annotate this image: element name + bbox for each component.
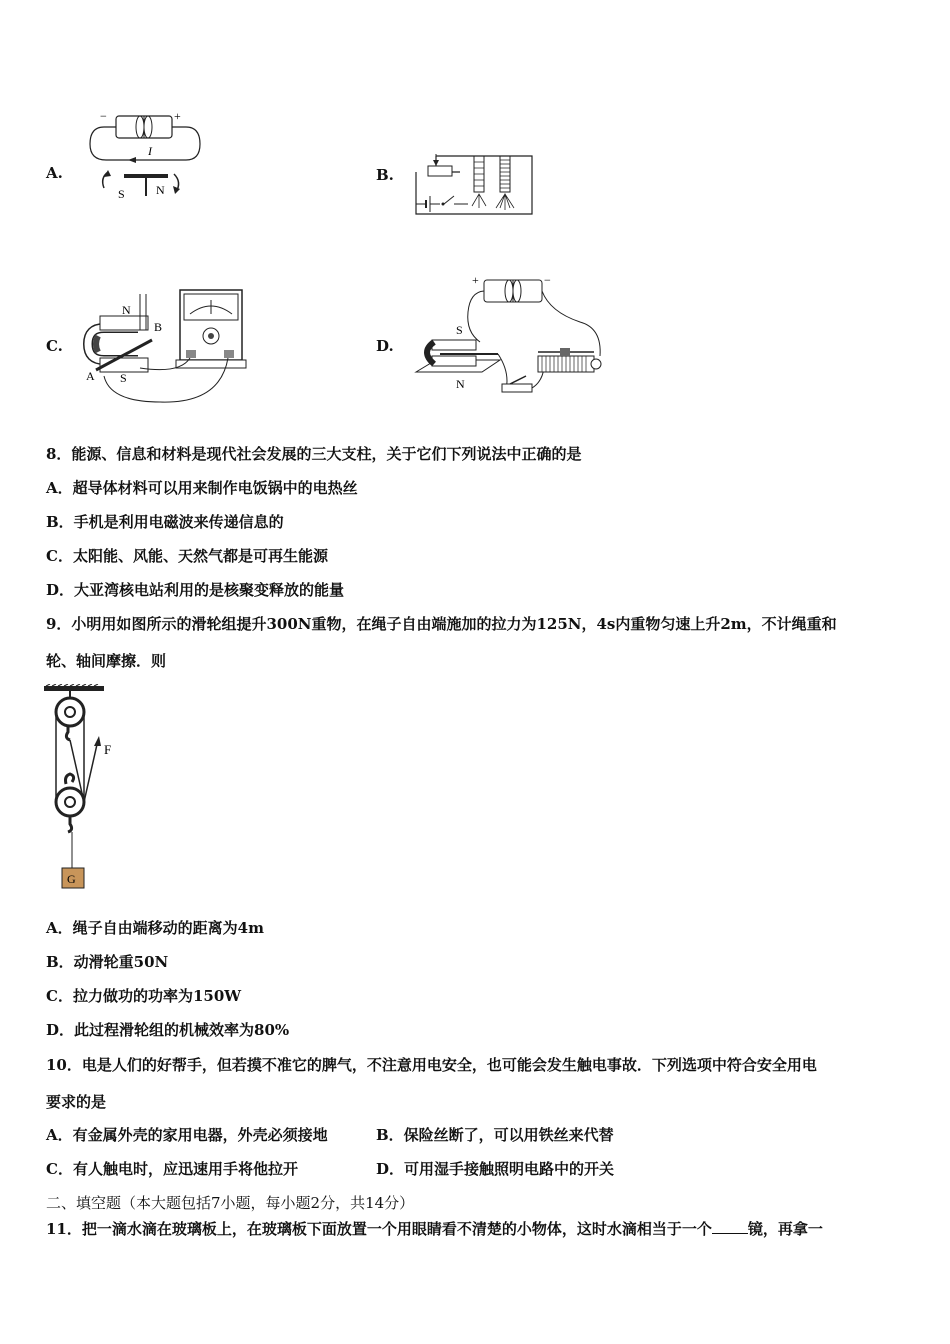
q8-option-c[interactable]: C．太阳能、风能、天然气都是可再生能源 bbox=[46, 547, 328, 565]
q9-option-b[interactable]: B．动滑轮重50N bbox=[46, 953, 169, 971]
fig-c-n-text: N bbox=[122, 303, 131, 317]
fig-d-minus-text: − bbox=[544, 273, 551, 287]
q8-option-b[interactable]: B．手机是利用电磁波来传递信息的 bbox=[46, 513, 284, 531]
q7-option-b-label[interactable]: B. bbox=[376, 166, 394, 184]
q7-figure-c bbox=[80, 284, 260, 410]
q7-option-a-label[interactable]: A. bbox=[46, 164, 63, 182]
fig-c-s-text: S bbox=[120, 371, 127, 385]
q7-option-d-label[interactable]: D. bbox=[376, 337, 394, 355]
q9-weight-label: G bbox=[67, 872, 76, 886]
fig-a-s-text: S bbox=[118, 187, 125, 201]
q10-option-d[interactable]: D．可用湿手接触照明电路中的开关 bbox=[376, 1160, 615, 1178]
q9-stem-line1: 9．小明用如图所示的滑轮组提升300N重物，在绳子自由端施加的拉力为125N，4s内重物匀速上升2m，不计绳重和 bbox=[46, 615, 837, 633]
section2-heading: 二、填空题（本大题包括7小题，每小题2分，共14分） bbox=[46, 1194, 415, 1212]
q7-figure-a bbox=[86, 108, 206, 208]
fig-a-plus-text: + bbox=[174, 109, 181, 123]
fig-a-current-text: I bbox=[148, 144, 152, 158]
q8-stem: 8．能源、信息和材料是现代社会发展的三大支柱，关于它们下列说法中正确的是 bbox=[46, 445, 582, 463]
q10-option-c[interactable]: C．有人触电时，应迅速用手将他拉开 bbox=[46, 1160, 298, 1178]
q7-option-c-label[interactable]: C. bbox=[46, 337, 63, 355]
fig-a-n-text: N bbox=[156, 183, 165, 197]
q9-pulley-figure bbox=[40, 684, 130, 894]
q9-option-c[interactable]: C．拉力做功的功率为150W bbox=[46, 987, 242, 1005]
q9-option-d[interactable]: D．此过程滑轮组的机械效率为80% bbox=[46, 1021, 290, 1039]
q10-option-b[interactable]: B．保险丝断了，可以用铁丝来代替 bbox=[376, 1126, 614, 1144]
q8-option-d[interactable]: D．大亚湾核电站利用的是核聚变释放的能量 bbox=[46, 581, 345, 599]
q10-stem-line2: 要求的是 bbox=[46, 1093, 107, 1111]
fig-c-b-text: B bbox=[154, 320, 163, 334]
q10-stem-line1: 10．电是人们的好帮手，但若摸不准它的脾气，不注意用电安全，也可能会发生触电事故．下列选项中符合安全用电 bbox=[46, 1056, 817, 1074]
q8-option-a[interactable]: A．超导体材料可以用来制作电饭锅中的电热丝 bbox=[46, 479, 358, 497]
q10-option-a[interactable]: A．有金属外壳的家用电器，外壳必须接地 bbox=[46, 1126, 328, 1144]
q9-option-a[interactable]: A．绳子自由端移动的距离为4m bbox=[46, 919, 264, 937]
q11-text bbox=[46, 1219, 823, 1239]
q7-figure-b bbox=[410, 148, 540, 220]
q11-text-after: 镜，再拿一 bbox=[747, 1220, 823, 1238]
fig-a-minus-text: − bbox=[100, 109, 107, 123]
q11-text-before: 11．把一滴水滴在玻璃板上，在玻璃板下面放置一个用眼睛看不清楚的小物体，这时水滴相当于一个 bbox=[46, 1220, 712, 1238]
fig-d-s-text: S bbox=[456, 323, 463, 337]
q11-answer-blank[interactable] bbox=[712, 1219, 748, 1234]
fig-c-a-text: A bbox=[86, 369, 95, 383]
fig-d-n-text: N bbox=[456, 377, 465, 391]
fig-d-plus-text: + bbox=[472, 273, 479, 287]
q9-stem-line2: 轮、轴间摩擦．则 bbox=[46, 652, 167, 670]
q9-force-label: F bbox=[104, 742, 112, 757]
q7-figure-d bbox=[410, 272, 610, 400]
